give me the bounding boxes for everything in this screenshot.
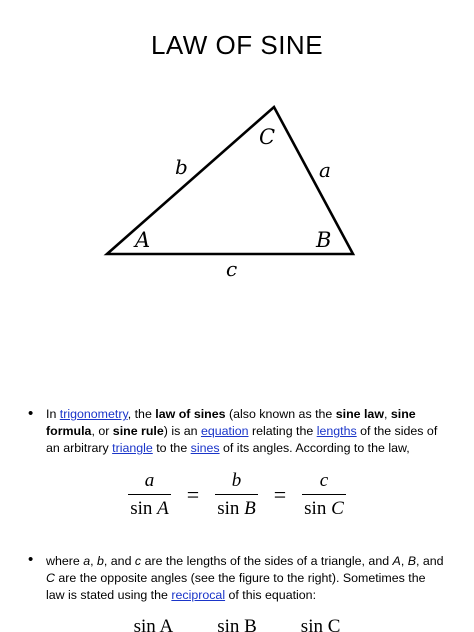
text-run: (also known as the [225,407,336,421]
text-run: , or [91,424,113,438]
side-label-c: c [226,257,238,281]
link-trigonometry[interactable]: trigonometry [59,407,128,421]
side-label-b: b [175,155,188,179]
text-run: of the sides of an arbitrary [46,424,438,455]
sin-fn: sin [217,498,245,519]
text-run: where [46,554,84,568]
equals-sign: = [273,482,287,507]
angle-var: C [331,498,344,519]
sin-fn: sin [130,498,158,519]
link-lengths[interactable]: lengths [316,424,357,438]
numerator-b: b [231,470,242,491]
page-title: LAW OF SINE [150,30,324,60]
italic-var: B [407,554,416,568]
italic-var: a [83,554,91,568]
text-run: to the [152,441,191,455]
angle-var: B [244,498,256,519]
sin-fn: sin [304,498,332,519]
text-run: of this equation: [225,588,317,602]
italic-var: C [46,571,55,585]
reciprocal-numerator-b: sin B [217,616,257,632]
text-run: ) is an [163,424,201,438]
bullet-marker: • [28,405,34,422]
angle-var: A [157,498,169,519]
italic-var: b [97,554,104,568]
numerator-c: c [319,470,329,491]
numerator-a: a [144,470,155,491]
vertex-label-c: C [259,125,276,149]
reciprocal-numerator-c: sin C [300,616,341,632]
text-run: , [90,554,97,568]
text-run: In [46,407,60,421]
explanation-paragraph [46,553,446,604]
link-sines[interactable]: sines [190,441,220,455]
reciprocal-equation-partial [0,616,474,632]
vertex-label-b: B [316,228,332,252]
text-run: of its angles. According to the law, [219,441,410,455]
bold-sine-law: sine law [335,407,384,421]
text-run: , and [103,554,135,568]
denominator-c [302,494,346,520]
denominator-b [215,494,258,520]
text-run: relating the [248,424,317,438]
bold-law-of-sines: law of sines [155,407,226,421]
fraction-b [211,470,262,520]
italic-var: c [134,554,142,568]
side-label-a: a [319,158,331,182]
denominator-a [128,494,171,520]
bullet-marker: • [28,551,34,568]
link-triangle[interactable]: triangle [112,441,153,455]
text-run: , the [127,407,156,421]
text-run: , [400,554,408,568]
definition-paragraph [46,406,446,457]
fraction-c [298,470,350,520]
text-run: , and [415,554,444,568]
link-equation[interactable]: equation [200,424,249,438]
bold-sine-formula: sine formula [46,407,416,438]
reciprocal-numerator-a: sin A [133,616,174,632]
text-run: are the opposite angles (see the figure to the right). Sometimes the law is stated using the [46,571,426,602]
text-run: , [383,407,391,421]
bold-sine-rule: sine rule [112,424,164,438]
link-reciprocal[interactable]: reciprocal [171,588,226,602]
triangle-figure [0,0,474,300]
law-of-sines-equation [0,470,474,520]
fraction-a [124,470,175,520]
text-run: are the lengths of the sides of a triangle, and [141,554,393,568]
italic-var: A [392,554,401,568]
equals-sign: = [186,482,200,507]
vertex-label-a: A [135,228,151,252]
